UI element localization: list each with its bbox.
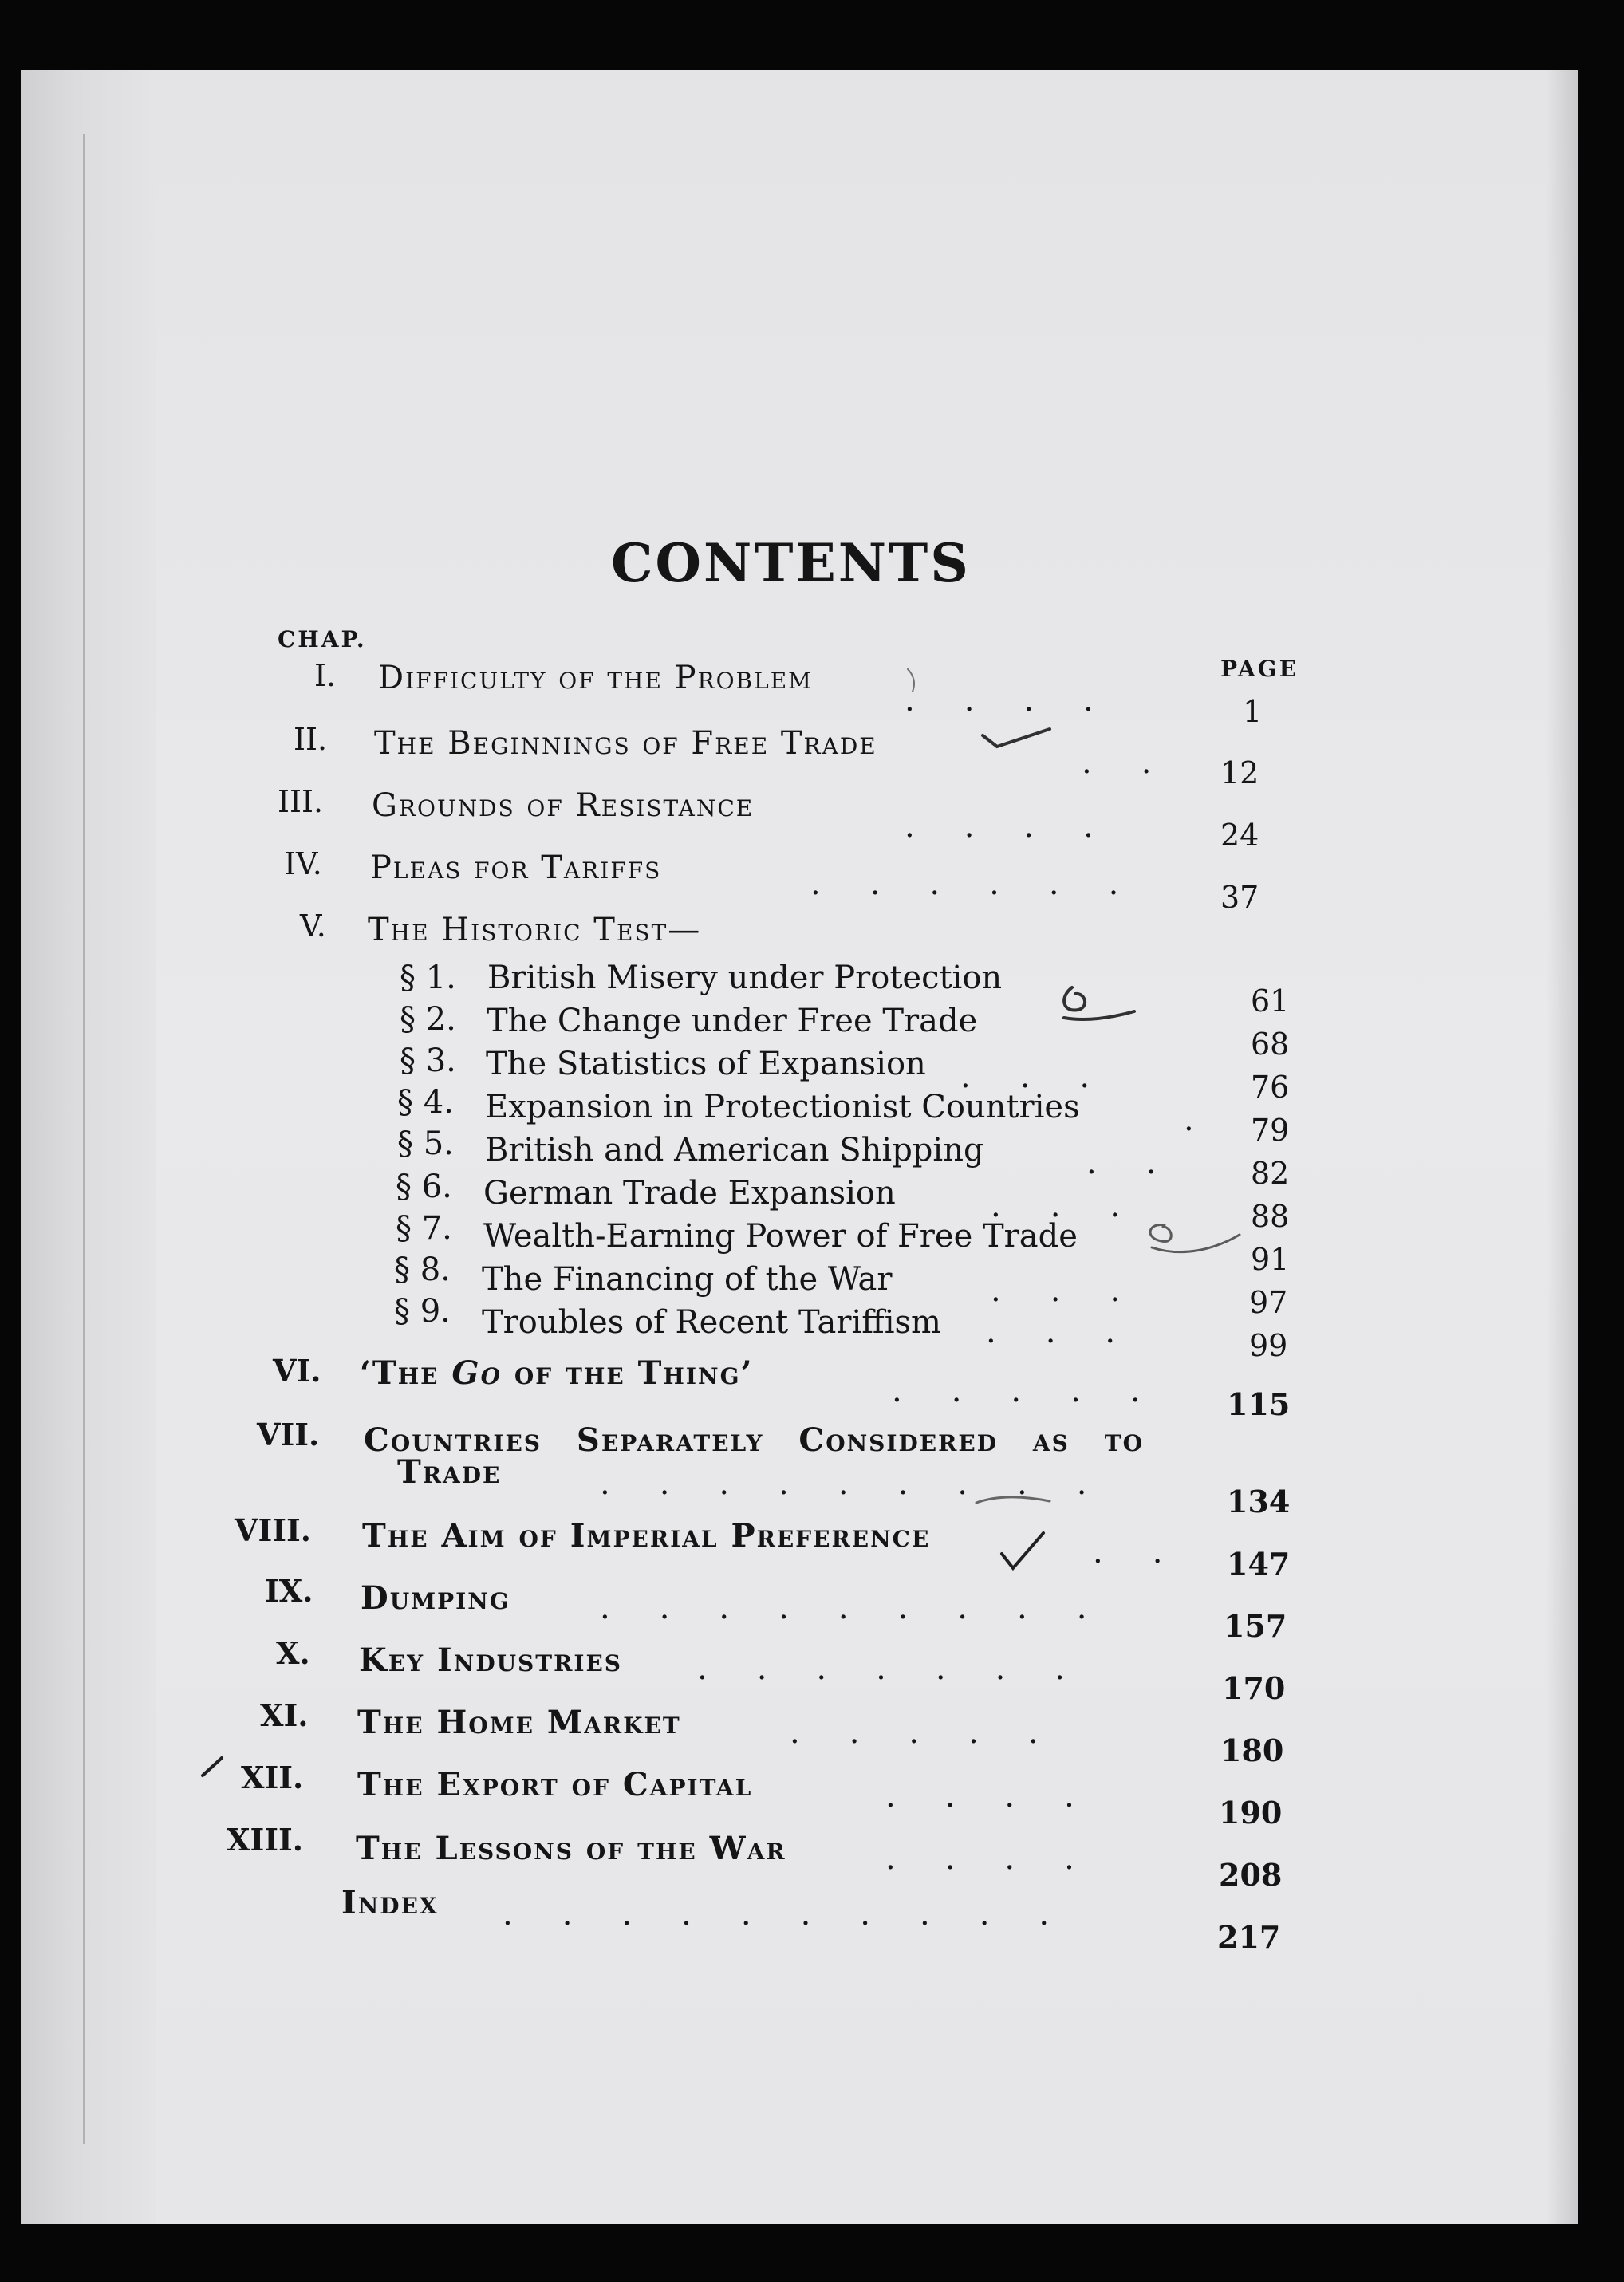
page-number: 82: [1251, 1156, 1290, 1191]
section-title: Troubles of Recent Tariffism: [482, 1304, 941, 1341]
chapter-number: VI.: [273, 1353, 321, 1389]
section-title: Expansion in Protectionist Countries: [485, 1089, 1080, 1125]
section-number: § 3.: [400, 1042, 456, 1079]
chapter-number: IV.: [284, 846, 322, 881]
chapter-title: Pleas for Tariffs: [370, 849, 662, 886]
page-number: 190: [1219, 1795, 1283, 1831]
leader-dots: ...: [986, 1314, 1165, 1350]
section-number: § 2.: [400, 1001, 456, 1038]
section-number: § 6.: [396, 1169, 452, 1205]
page-number: 134: [1227, 1484, 1291, 1519]
leader-dots: .​.​.​.: [905, 682, 1143, 719]
chapter-title: The Lessons of the War: [356, 1830, 786, 1867]
page-number: 24: [1220, 818, 1259, 853]
pencil-scribble-mark: [970, 1490, 1066, 1522]
page-number: 115: [1227, 1386, 1291, 1422]
page-number: 217: [1217, 1919, 1281, 1955]
page-number: 147: [1227, 1546, 1291, 1582]
leader-dots: .........: [600, 1465, 1137, 1502]
contents-title: CONTENTS: [611, 532, 971, 594]
chapter-title: The Home Market: [357, 1704, 681, 1741]
page-column-header: PAGE: [1220, 656, 1299, 682]
index-title: Index: [341, 1884, 439, 1921]
leader-dots: ...: [960, 1058, 1140, 1095]
chapter-title: Grounds of Resistance: [372, 787, 755, 824]
leader-dots: .........: [600, 1590, 1137, 1626]
section-number: § 1.: [400, 960, 456, 996]
section-title: The Financing of the War: [482, 1261, 893, 1298]
chapter-number: X.: [276, 1635, 310, 1671]
page-gutter: [21, 70, 156, 2224]
leader-dots: .....: [892, 1373, 1190, 1409]
pencil-tick-mark: [198, 1750, 230, 1782]
section-number: § 8.: [394, 1251, 451, 1288]
page-number: 208: [1219, 1857, 1283, 1893]
section-number: § 5.: [397, 1125, 454, 1162]
leader-dots: ..: [1086, 1145, 1206, 1181]
chapter-title: Dumping: [361, 1579, 510, 1617]
pencil-check-mark: [978, 724, 1058, 756]
chapter-number: VII.: [257, 1417, 320, 1452]
section-title: British and American Shipping: [485, 1132, 984, 1169]
binding-edge: [83, 134, 85, 2144]
book-page: [21, 70, 1578, 2224]
chapter-number: III.: [278, 784, 324, 819]
chapter-number: XII.: [241, 1760, 304, 1795]
page-number: 12: [1220, 755, 1259, 790]
page-number: 157: [1224, 1608, 1287, 1644]
page-number: 61: [1251, 983, 1290, 1019]
page-number: 97: [1249, 1285, 1288, 1320]
section-number: § 7.: [396, 1210, 452, 1247]
leader-dots: ....: [905, 808, 1143, 845]
page-edge-shadow: [1546, 70, 1578, 2224]
section-title: British Misery under Protection: [487, 960, 1003, 996]
leader-dots: ......: [810, 865, 1169, 902]
pencil-check-mark: [995, 1530, 1059, 1578]
section-title: Wealth-Earning Power of Free Trade: [483, 1218, 1078, 1255]
chapter-title: Countries Separately Considered as to: [364, 1421, 1145, 1459]
chapter-number: XIII.: [227, 1822, 304, 1858]
chapter-title: The Export of Capital: [357, 1766, 753, 1803]
chapter-number: IX.: [265, 1573, 313, 1609]
chapter-title: The Beginnings of Free Trade: [374, 725, 877, 762]
page-number: 99: [1249, 1328, 1288, 1363]
page-number: 79: [1251, 1113, 1290, 1148]
pencil-tick-mark: [898, 664, 930, 696]
chap-column-header: CHAP.: [278, 626, 367, 652]
page-number: 88: [1251, 1199, 1290, 1234]
section-title: German Trade Expansion: [483, 1175, 896, 1212]
page-number: 68: [1251, 1027, 1290, 1062]
chapter-title: Key Industries: [359, 1642, 623, 1679]
page-number: 37: [1220, 880, 1259, 915]
section-title: The Statistics of Expansion: [486, 1046, 926, 1082]
chapter-number: II.: [294, 722, 328, 757]
leader-dots: ....: [885, 1840, 1124, 1877]
leader-dots: ..: [1082, 744, 1201, 781]
chapter-number: VIII.: [235, 1512, 312, 1548]
chapter-title-continued: Trade: [397, 1453, 502, 1491]
page-number: 76: [1251, 1070, 1290, 1105]
chapter-number: V.: [300, 908, 326, 944]
leader-dots: ...: [991, 1188, 1170, 1224]
page-number: 91: [1251, 1242, 1290, 1277]
leader-dots: .: [1184, 1102, 1244, 1138]
pencil-scribble-mark: [1058, 979, 1153, 1035]
pencil-scribble-mark: [1141, 1206, 1244, 1262]
section-number: § 4.: [397, 1084, 454, 1121]
page-number: 1: [1243, 694, 1263, 729]
leader-dots: ..........: [503, 1896, 1099, 1933]
chapter-title: The Aim of Imperial Preference: [362, 1517, 931, 1555]
section-number: § 9.: [394, 1293, 451, 1330]
leader-dots: .......: [697, 1650, 1115, 1687]
page-number: 180: [1220, 1732, 1284, 1768]
chapter-title: ‘The Go of the Thing’: [360, 1354, 754, 1392]
chapter-number: I.: [314, 658, 337, 693]
section-title: The Change under Free Trade: [487, 1003, 978, 1039]
leader-dots: ..: [1093, 1534, 1212, 1571]
leader-dots: .....: [790, 1714, 1088, 1751]
chapter-number: XI.: [260, 1697, 309, 1733]
leader-dots: ...: [991, 1272, 1170, 1309]
chapter-title: Difficulty of the Problem: [378, 660, 813, 696]
chapter-title: The Historic Test—: [368, 912, 702, 948]
page-number: 170: [1222, 1670, 1286, 1706]
leader-dots: ....: [885, 1778, 1124, 1815]
